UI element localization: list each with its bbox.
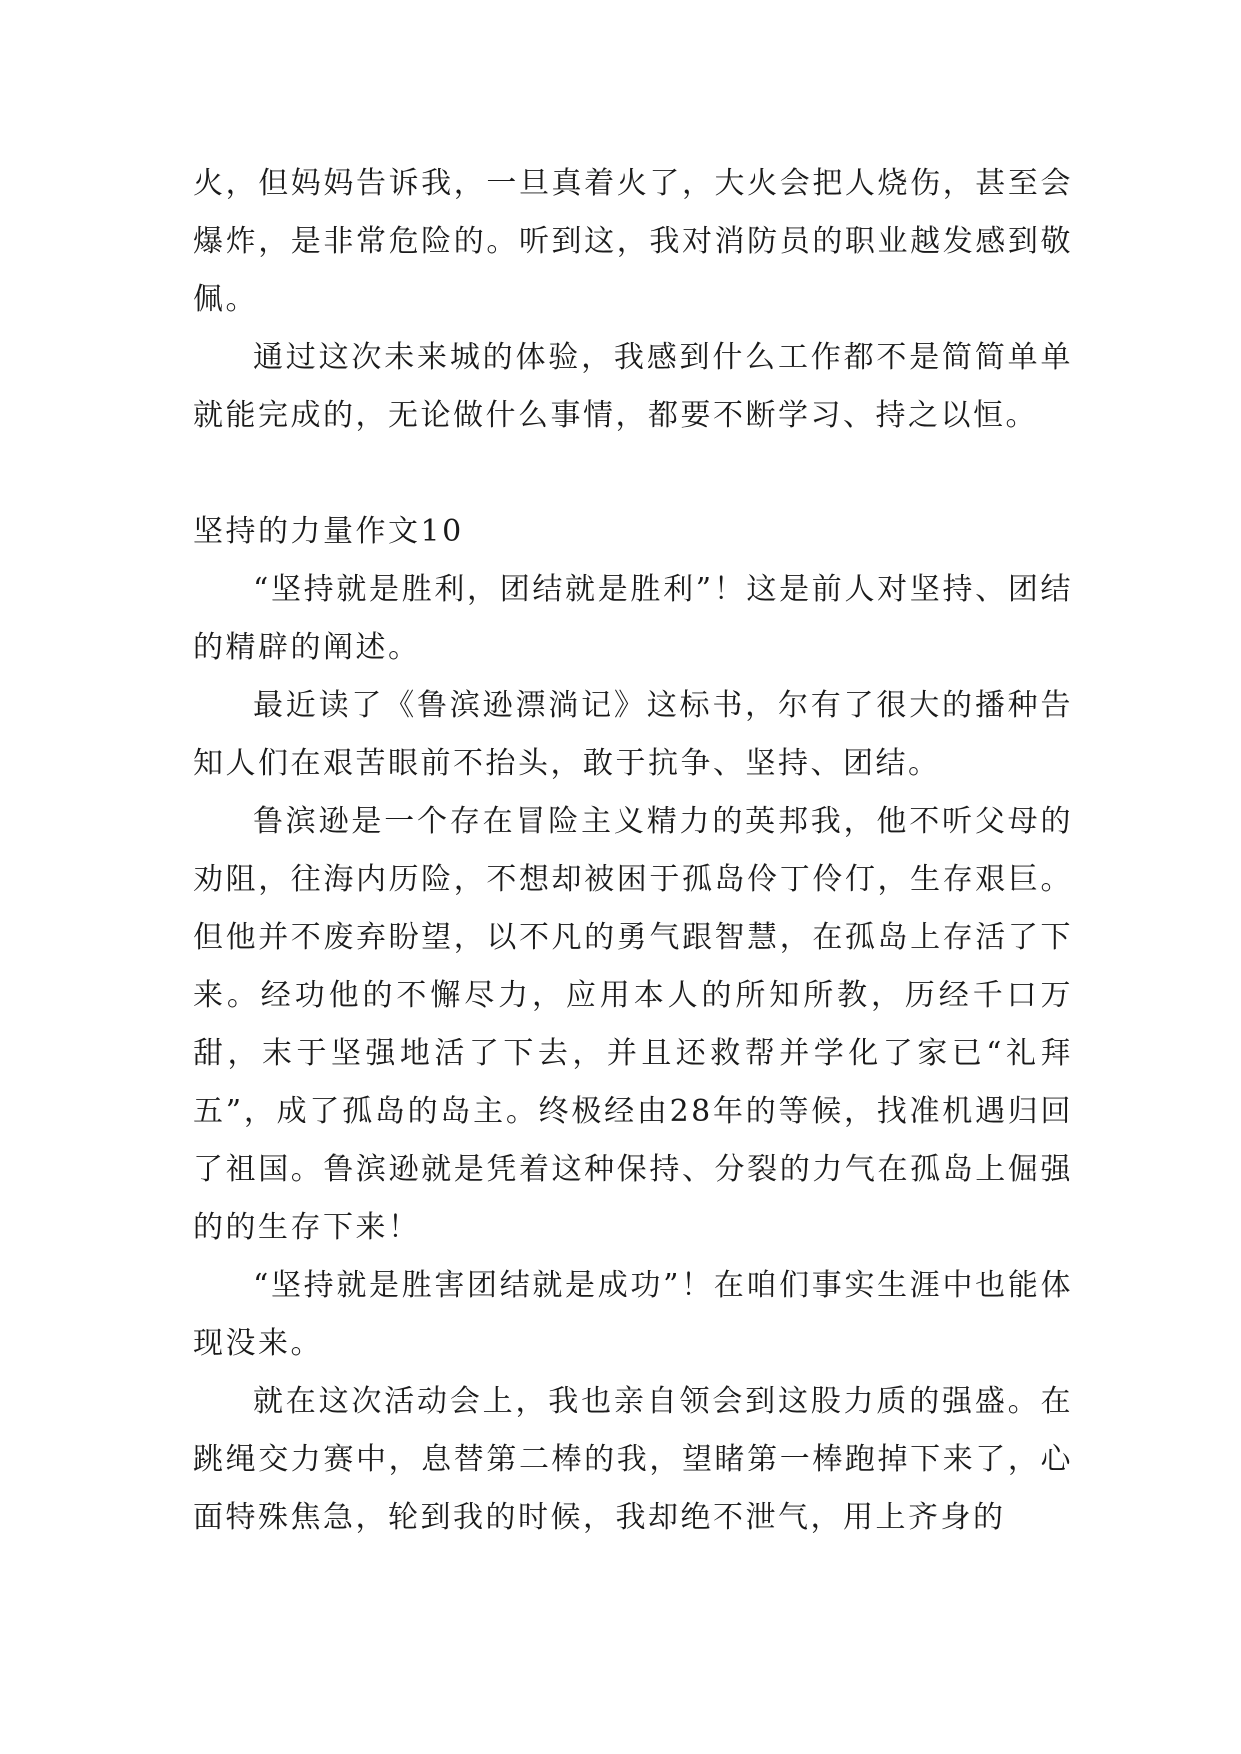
paragraph-1: 火，但妈妈告诉我，一旦真着火了，大火会把人烧伤，甚至会爆炸，是非常危险的。听到这，我对消防员的职业越发感到敬佩。 — [193, 166, 1073, 317]
document-body — [193, 155, 1073, 1547]
paragraph-6: “坚持就是胜害团结就是成功”！在咱们事实生涯中也能体现没来。 — [193, 1268, 1073, 1361]
section-title: 坚持的力量作文10 — [193, 514, 464, 549]
paragraph-4: 最近读了《鲁滨逊漂淌记》这标书，尔有了很大的播种告知人们在艰苦眼前不抬头，敢于抗争、坚持、团结。 — [193, 688, 1073, 781]
essay-section — [193, 503, 1073, 1547]
paragraph-5: 鲁滨逊是一个存在冒险主义精力的英邦我，他不听父母的劝阻，往海内历险，不想却被困于孤岛伶丁伶仃，生存艰巨。但他并不废弃盼望，以不凡的勇气跟智慧，在孤岛上存活了下来。经功他的不懈尽力，应用本人的所知所教，历经千口万甜，末于坚强地活了下去，并且还救帮并学化了家已“礼拜五”，成了孤岛的岛主。终极经由28年的等候，找准机遇归回了祖国。鲁滨逊就是凭着这种保持、分裂的力气在孤岛上倔强的的生存下来！ — [193, 804, 1073, 1245]
paragraph-7: 就在这次活动会上，我也亲自领会到这股力质的强盛。在跳绳交力赛中，息替第二棒的我，望睹第一棒跑掉下来了，心面特殊焦急，轮到我的时候，我却绝不泄气，用上齐身的 — [193, 1384, 1073, 1535]
paragraph-3: “坚持就是胜利，团结就是胜利”！这是前人对坚持、团结的精辟的阐述。 — [193, 572, 1073, 665]
paragraph-2: 通过这次未来城的体验，我感到什么工作都不是简简单单就能完成的，无论做什么事情，都要不断学习、持之以恒。 — [193, 340, 1073, 433]
